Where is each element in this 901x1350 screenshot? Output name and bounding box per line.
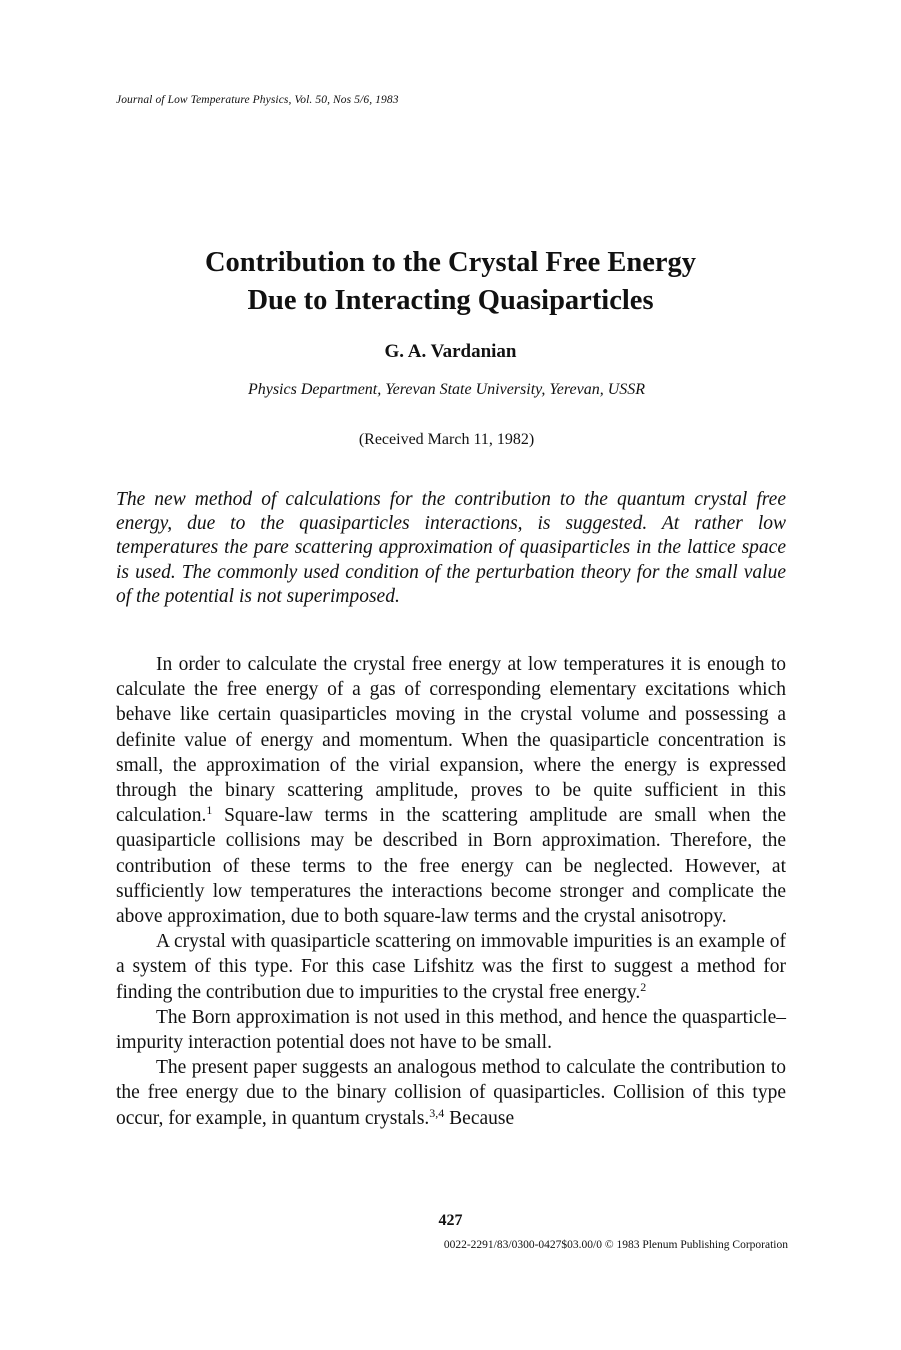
received-date: (Received March 11, 1982): [358, 431, 535, 448]
reference-2: 2: [640, 979, 647, 994]
page-number: 427: [438, 1212, 463, 1229]
copyright-line: 0022-2291/83/0300-0427$03.00/0 © 1983 Plenum Publishing Corporation: [443, 1239, 788, 1251]
paragraph-1: In order to calculate the crystal free energy at low temperatures it is enough to calculate the free energy of a gas of corresponding elementary excitations which behave like certain quasiparticles moving in the crystal volume and possessing a definite value of energy and momentum. When the quasiparticle concentration is small, the approximation of the virial expansion, where the energy is expressed through the binary scattering amplitude, proves to be quite sufficient in this calculation.$^1$ Square-law terms in the scattering amplitude are small when the quasiparticle collisions may be described in Born approximation. Therefore, the contribution of these terms to the free energy can be neglected. However, at sufficiently low temperatures the interactions become stronger and complicate the above approximation, due to both square-law terms and the crystal anisotropy.: [116, 654, 786, 928]
paragraph-2: A crystal with quasiparticle scattering on immovable impurities is an example of a system of this type. For this case Lifshitz was the first to suggest a method for finding the contribution due to impurities to the crystal free energy.$^2$: [116, 931, 786, 1003]
article-title: [0, 244, 901, 320]
paragraph-3: The Born approximation is not used in this method, and hence the quasparticle–impurity interaction potential does not have to be small.: [116, 1006, 786, 1054]
title-line-2: Due to Interacting Quasiparticles: [247, 285, 654, 316]
title-line-1: Contribution to the Crystal Free Energy: [204, 247, 697, 278]
journal-citation: Journal of Low Temperature Physics, Vol. 50, Nos 5/6, 1983: [116, 94, 399, 106]
body-text: [116, 652, 786, 1131]
reference-3-4: 3,4: [429, 1105, 445, 1120]
paragraph-4: The present paper suggests an analogous method to calculate the contribution to the free energy due to the binary collision of quasiparticles. Collision of this type occur, for example, in quantum crystals.$^{3,4}$ Because: [116, 1057, 786, 1129]
reference-1: 1: [206, 803, 213, 818]
abstract: The new method of calculations for the contribution to the quantum crystal free energy, due to the quasiparticles interactions, is suggested. At rather low temperatures the pare scattering approximation of quasiparticles in the lattice space is used. The commonly used condition of the perturbation theory for the small value of the potential is not superimposed.: [116, 489, 786, 607]
author-name: G. A. Vardanian: [384, 341, 517, 362]
author-affiliation: Physics Department, Yerevan State University, Yerevan, USSR: [247, 381, 646, 398]
